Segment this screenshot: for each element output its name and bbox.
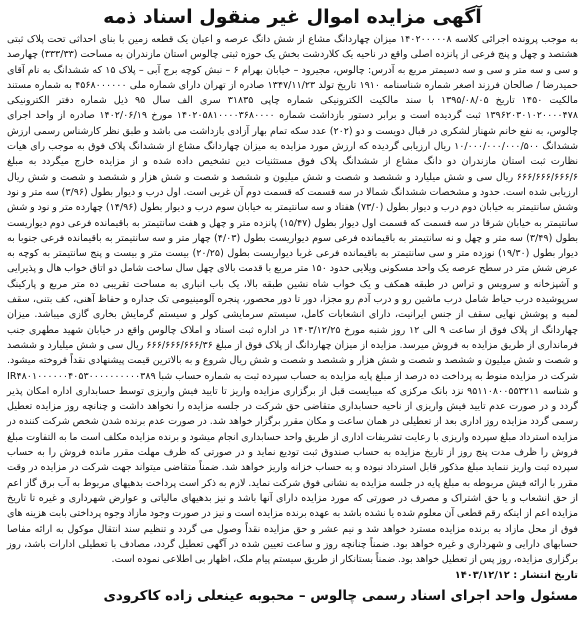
publication-date-value: ۱۴۰۳/۱۲/۱۲ xyxy=(454,570,510,582)
publication-date xyxy=(7,568,578,583)
publication-date-label: تاریخ انتشار : xyxy=(513,570,578,582)
notice-footer xyxy=(7,586,578,606)
notice-title: آگهی مزایده اموال غیر منقول اسناد ذمه xyxy=(103,6,482,28)
signature-line: مسئول واحد اجرای اسناد رسمی چالوس – محبوبه عینعلی زاده کاکرودی xyxy=(103,588,578,605)
notice-body: به موجب پرونده اجرائی کلاسه ۱۴۰۲۰۰۰۰۰۸ میزان چهاردانگ مشاع از شش دانگ عرصه و اعیان یک قطعه زمین با بنای احداثی تحت پلاک ثبتی هشتصد و چهل و پنج فرعی از پانزده اصلی واقع در ناحیه یک کلاردشت بخش یک حوزه ثبتی چالوس استان مازندران به مساحت (۳۳۳/۳۳) چهارصد و سی و سه متر و سی و سه دسیمتر مربع به آدرس: چالوس، مجیرود – خیابان بهرام ۶ – نبش کوچه برج آبی – پلاک ۱۵ که ششدانگ به نام آقای حمیدرضا / صالحان فرزند اصغر شماره شناسنامه ۱۹۱۰ تاریخ تولد ۱۳۴۷/۱۱/۲۳ صادره از تهران دارای شماره ملی ۴۵۶۸۰۰۰۰۰۰ به شماره مستند مالکیت ۱۴۵۰ تاریخ ۱۳۹۵/۰۸/۰۵ با سند مالکیت الکترونیکی شماره چاپی ۳۱۸۳۵ سری الف سال ۹۵ ذیل شماره دفتر الکترونیکی ۱۳۹۶۲۰۳۰۱۰۲۰۰۰۰۴۷۸ ثبت گردیده است و برابر دستور بازداشت شماره ۱۴۰۲۰۵۸۱۰۰۰۰۳۶۸۰۰۰۰ مورخ ۱۴۰۲/۰۶/۱۹ صادره از واحد اجرای چالوس، به نفع خانم شهناز لشکری در قبال دویست و دو (۲۰۲) عدد سکه تمام بهار آزادی بازداشت می باشد و طبق نظر کارشناس رسمی ارزش ششدانگ ۱۰/۰۰۰/۰۰۰/۰۰۰/۵۰۰ ریال ارزیابی گردیده که ارزش مورد مزایده به میزان چهاردانگ مشاع از ششدانگ پلاک فوق به موجب رای هیات نظارت ثبت استان مازندران دو دانگ مشاع از ششدانگ پلاک فوق مستثنیات دین تشخیص داده شده و از مزایده خارج میگردد به مبلغ ۶۶۶/۶۶۶/۶۶۶/۶ ریال سی و شش میلیارد و ششصد و شصت و شش میلیون و ششصد و شصت و شش هزار و ششصد و شصت و شش ریال ارزیابی شده است. حدود و مشخصات ششدانگ شمالا در سه قسمت که قسمت دوم آن غربی است. اول درب و دیوار بطول (۳/۹۶) سه متر و نود وشش سانتیمتر به خیابان دوم درب و دیوار بطول (۷۳/۰) هفتاد و سه سانتیمتر به خیابان سوم درب و دیوار بطول (۱۴/۹۶) چهارده متر و نود و شش سانتیمتر به خیابان شرقا در سه قسمت که قسمت اول دیوار بطول (۱۵/۴۷) پانزده متر و چهل و هفت سانتیمتر به باقیمانده فرعی دوم دیواریست بطول (۳/۴۹) سه متر و چهل و نه سانتیمتر به باقیمانده فرعی سوم دیواریست بطول (۴/۰۳) چهار متر و سه سانتیمتر به باقیمانده فرعی جنوبا به دیوار بطول (۱۹/۳۰) نوزده متر و سی سانتیمتر به باقیمانده فرعی غربا دیواریست بطول (۲۰/۲۵) بیست متر و بیست و پنج سانتیمتر به کوچه به عرض شش متر در سطح عرصه یک واحد مسکونی ویلایی حدود ۱۵۰ متر مربع با قدمت بالای چهل سال ساخت شامل دو اتاق خواب هال و پذیرایی و آشپزخانه و سرویس و تراس در طبقه همکف و یک خواب شاه نشین طبقه بالا، یک باب انباری به مساحت تقریبی ده متر مربع و پارکینگ سرپوشیده درب حیاط شامل درب ماشین رو و درب آدم رو مجزا، دور تا دور محصور، پنجره آلومینیومی تک جداره و حفاظ آهنی، کف بتنی، سقف لمبه و پوشش نهایی سقف از جنس ایرانیت، دارای انشعابات کامل، سیستم سرمایشی کولر و سیستم گرمایش بخاری گازی میباشد. میزان چهاردانگ از پلاک فوق از ساعت ۹ الی ۱۲ روز شنبه مورخ ۱۴۰۳/۱۲/۲۵ در اداره ثبت اسناد و املاک چالوس واقع در خیابان شهید مطهری جنب فرمانداری از طریق مزایده به فروش میرسد. مزایده از میزان چهاردانگ از پلاک فوق از مبلغ ۶۶۶/۶۶۶/۶۶۶/۳۶ ریال سی و شش میلیارد و ششصد و شصت و شش میلیون و ششصد و شصت و شش هزار و ششصد و شصت و شش ریال شروع و به بالاترین قیمت پیشنهادی نقداً فروخته میشود. شرکت در مزایده منوط به پرداخت ده درصد از مبلغ پایه مزایده به حساب سپرده ثبت به شماره حساب شبا IR۴۸۰۱۰۰۰۰۰۰۴۰۵۳۰۰۰۰۰۰۰۰۰۰۳۸۹ و شناسه ۹۵۱۱۰۸۰۰۵۵۳۲۱۱ نزد بانک مرکزی که میبایست قبل از برگزاری مزایده واریز تا تایید فیش واریزی توسط حسابداری اداره امکان پذیر گردد و در صورت عدم تایید فیش واریزی از ناحیه حسابداری متقاضی حق شرکت در جلسه مزایده را نخواهد داشت و چنانچه روز مزایده تعطیل رسمی گردد مزایده روز اداری بعد از تعطیلی در همان ساعت و مکان مقرر برگزار خواهد شد. در صورت عدم برنده شدن شخص شرکت کننده در مزایده استرداد مبلغ سپرده واریزی با رعایت تشریفات اداری از طریق واحد حسابداری انجام میشود و برنده مزایده مکلف است ما به التفاوت مبلغ فروش را ظرف مدت پنج روز از تاریخ مزایده به حساب صندوق ثبت تودیع نماید و در صورتی که ظرف مهلت مقرر مانده فروش را به حساب سپرده ثبت واریز ننماید مبلغ مذکور قابل استرداد نبوده و به حساب خزانه واریز خواهد شد. ضمناً متقاضی میتواند جهت شرکت در مزایده در وقت مقرر با ارائه فیش مربوطه به مبلغ پایه در جلسه مزایده به نشانی فوق شرکت نماید. لازم به ذکر است پرداخت بدهیهای مربوط به آب برق گاز اعم از حق انشعاب و یا حق اشتراک و مصرف در صورتی که مورد مزایده دارای آنها باشد و نیز بدهیهای مالیاتی و عوارض شهرداری و غیره تا تاریخ مزایده اعم از اینکه رقم قطعی آن معلوم شده یا نشده باشد به عهده برنده مزایده است و نیز در صورت وجود مازاد وجوه پرداختی بابت هزینه های فوق از محل مازاد به برنده مزایده مسترد خواهد شد و نیم عشر و حق مزایده نقداً وصول می گردد و تنظیم سند انتقال موکول به ارائه مفاصا حسابهای دارایی و شهرداری و غیره خواهد بود. ضمناً چنانچه روز و ساعت تعیین شده در آگهی تعطیل گردد، مصادف با تعطیلی ادارات باشد، روز برگزاری مزایده، روز پس از تعطیل خواهد بود. ضمناً بستانکار از طریق سیستم پیام ملک، اظهار بی اطلاعی نموده است. xyxy=(7,34,579,566)
